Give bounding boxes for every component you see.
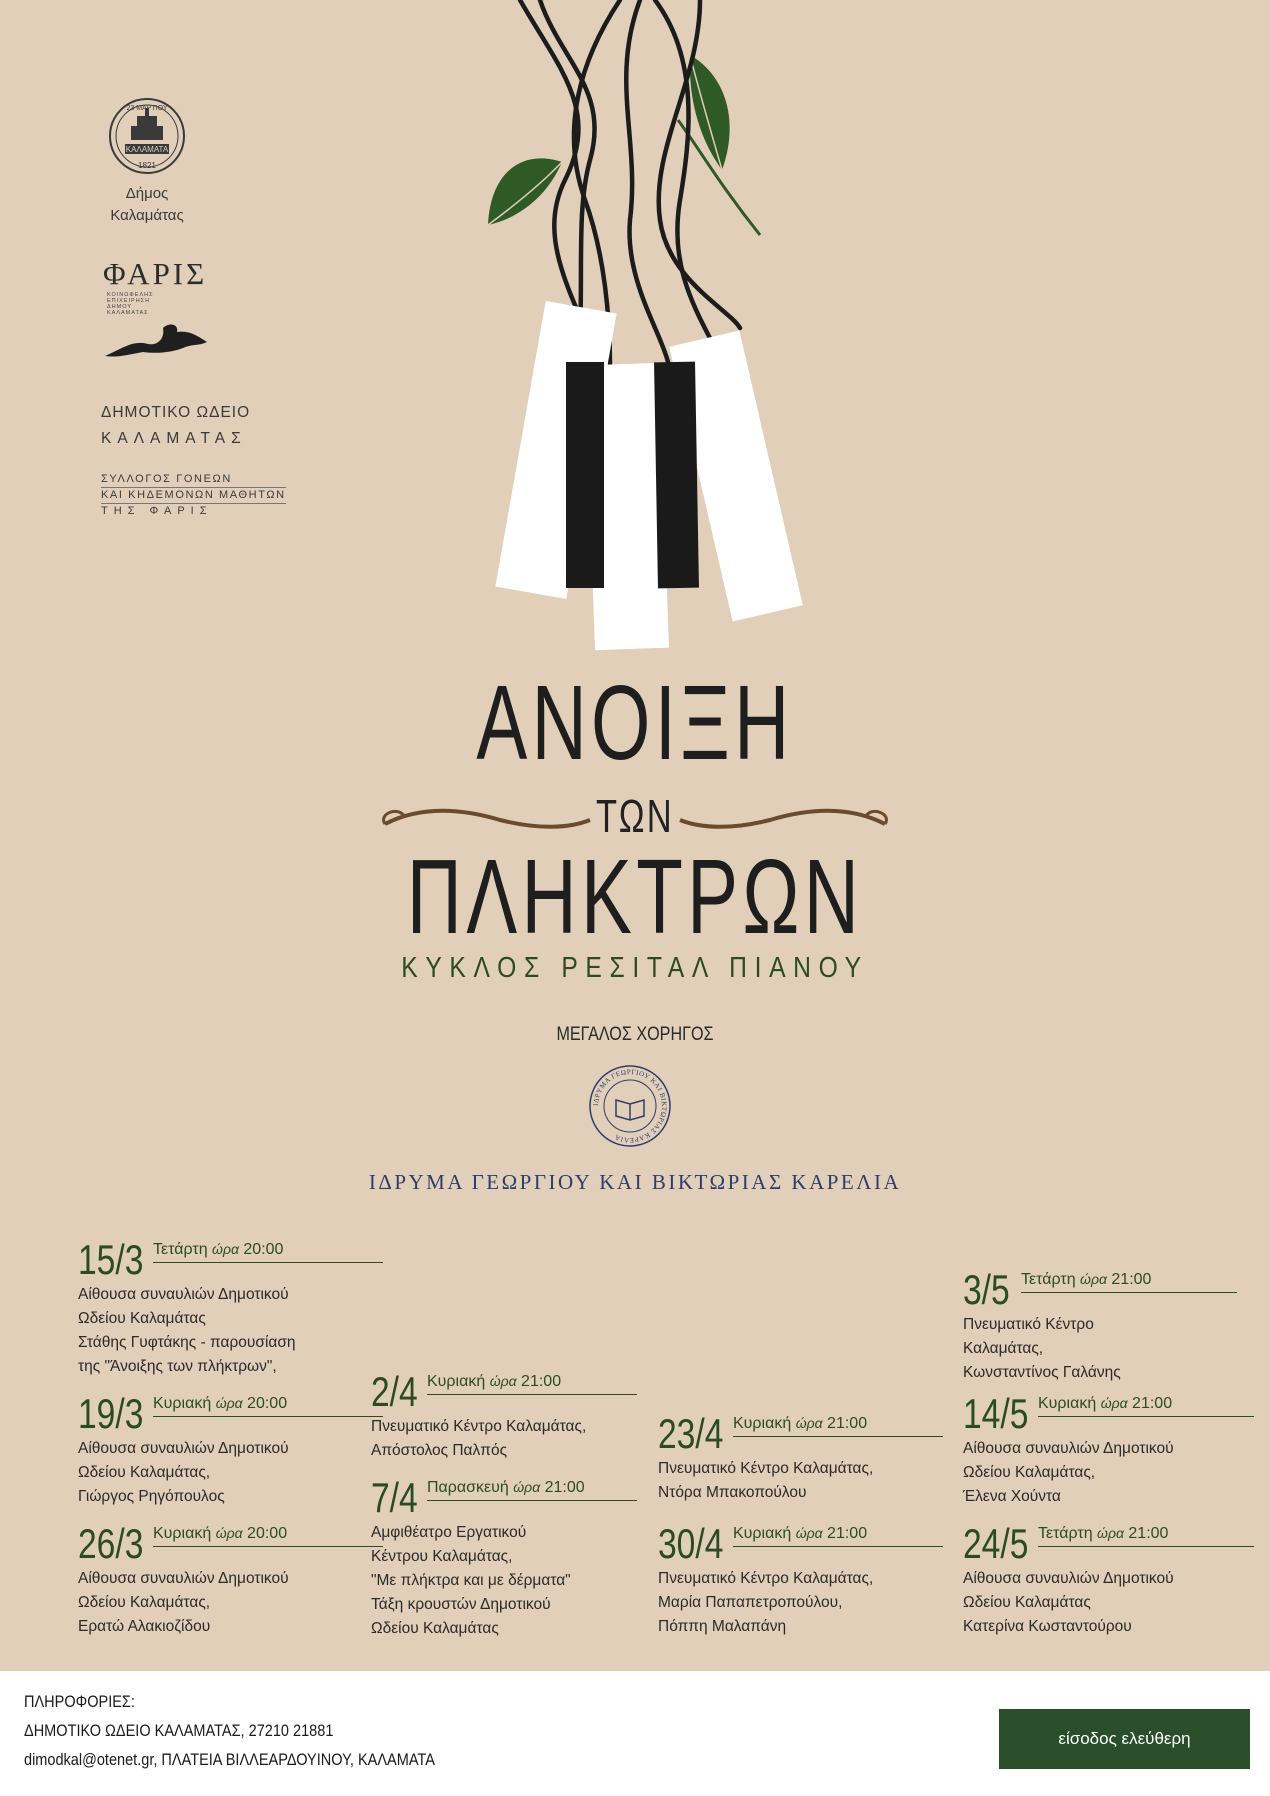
footer-line-3: dimodkal@otenet.gr, ΠΛΑΤΕΙΑ ΒΙΛΛΕΑΡΔΟΥΙΝΟΥ, ΚΑΛΑΜΑΤΑ <box>24 1751 435 1769</box>
event-description-line: Πνευματικό Κέντρο Καλαμάτας, <box>371 1418 587 1435</box>
black-key-2 <box>654 362 699 589</box>
faris-logo <box>103 256 213 365</box>
event-day-time <box>427 1479 637 1501</box>
faris-small-3: ΔΗΜΟΥ <box>107 304 132 310</box>
event-description-line: Αίθουσα συναυλιών Δημοτικού <box>78 1570 289 1587</box>
event-date: 15/3 <box>78 1236 144 1283</box>
leaf-left-icon <box>488 158 562 225</box>
dimos-seal-icon <box>107 96 187 176</box>
event-day: Κυριακή <box>733 1525 792 1542</box>
event-description-line: Απόστολος Παλπός <box>371 1442 508 1459</box>
event-description-line: Έλενα Χούντα <box>963 1488 1061 1505</box>
event-description-line: Κέντρου Καλαμάτας, <box>371 1548 513 1565</box>
event-description-line: Κωνσταντίνος Γαλάνης <box>963 1364 1121 1381</box>
event-description-line: Πνευματικό Κέντρο <box>963 1316 1094 1333</box>
event-description-line: Μαρία Παπαπετροπούλου, <box>658 1594 843 1611</box>
dimos-seal-line-1: 23 ΜΑΡΤΙΟΥ <box>126 105 168 112</box>
faris-figure-icon <box>103 320 213 360</box>
event-description <box>78 1567 289 1639</box>
event-date: 7/4 <box>371 1474 418 1521</box>
event-description <box>963 1567 1174 1639</box>
event-hour-word: ώρα <box>215 1395 243 1411</box>
odeio-line-2: ΚΑΛΑΜΑΤΑΣ <box>101 430 247 447</box>
title-line-1: ΑΝΟΙΞΗ <box>476 664 794 782</box>
event-hour-word: ώρα <box>795 1415 823 1431</box>
event-time: 21:00 <box>827 1525 868 1542</box>
event-description-line: Ωδείου Καλαμάτας <box>371 1620 499 1637</box>
event-day-time <box>733 1415 943 1437</box>
event-description-line: "Με πλήκτρα και με δέρματα" <box>371 1572 571 1589</box>
event-description-line: Ωδείου Καλαμάτας, <box>963 1464 1096 1481</box>
event-day: Τετάρτη <box>1021 1271 1076 1288</box>
syllogos-line-1: ΣΥΛΛΟΓΟΣ ΓΟΝΕΩΝ <box>101 473 232 485</box>
karelia-foundation-seal-icon <box>588 1064 672 1148</box>
event-day-time <box>153 1525 383 1547</box>
event-time: 21:00 <box>1128 1525 1169 1542</box>
foundation-name: ΙΔΡΥΜΑ ΓΕΩΡΓΙΟΥ ΚΑΙ ΒΙΚΤΩΡΙΑΣ ΚΑΡΕΛΙΑ <box>368 1170 902 1194</box>
faris-small-2: ΕΠΙΧΕΙΡΗΣΗ <box>107 298 151 304</box>
seal-text: ΙΔΡΥΜΑ ΓΕΩΡΓΙΟΥ ΚΑΙ ΒΙΚΤΩΡΙΑΣ ΚΑΡΕΛΙΑ <box>591 1067 669 1145</box>
event-day: Κυριακή <box>427 1373 486 1390</box>
event-time: 20:00 <box>247 1395 288 1412</box>
event-description-line: Ωδείου Καλαμάτας, <box>78 1464 211 1481</box>
event-description <box>963 1437 1174 1509</box>
event-hour-word: ώρα <box>489 1373 517 1389</box>
event-description-line: Αίθουσα συναυλιών Δημοτικού <box>78 1286 289 1303</box>
event-time: 21:00 <box>1132 1395 1173 1412</box>
event-day-time <box>153 1395 383 1417</box>
event-date: 2/4 <box>371 1368 418 1415</box>
event-description <box>658 1457 873 1505</box>
event-description-line: Γιώργος Ρηγόπουλος <box>78 1488 225 1505</box>
event-description <box>371 1521 571 1641</box>
event-day-time <box>1038 1395 1254 1417</box>
event-description <box>658 1567 873 1639</box>
event-time: 21:00 <box>544 1479 585 1496</box>
syllogos-goneon-logo <box>101 472 286 519</box>
event-description-line: Ωδείου Καλαμάτας <box>963 1594 1091 1611</box>
faris-small-4: ΚΑΛΑΜΑΤΑΣ <box>107 310 149 316</box>
event-description-line: Καλαμάτας, <box>963 1340 1044 1357</box>
event-time: 20:00 <box>247 1525 288 1542</box>
faris-small-1: ΚΟΙΝΩΦΕΛΗΣ <box>107 292 154 298</box>
event-description-line: Αίθουσα συναυλιών Δημοτικού <box>78 1440 289 1457</box>
event-description-line: Ντόρα Μπακοπούλου <box>658 1484 807 1501</box>
event-description-line: Πνευματικό Κέντρο Καλαμάτας, <box>658 1460 874 1477</box>
syllogos-line-3: ΤΗΣ ΦΑΡΙΣ <box>101 503 286 519</box>
piano-keys-illustration <box>460 0 880 660</box>
event-date: 26/3 <box>78 1520 144 1567</box>
event-description-line: Στάθης Γυφτάκης - παρουσίαση <box>78 1334 296 1351</box>
event-description <box>78 1283 296 1379</box>
event-hour-word: ώρα <box>513 1479 541 1495</box>
subtitle: ΚΥΚΛΟΣ ΡΕΣΙΤΑΛ ΠΙΑΝΟΥ <box>401 952 869 984</box>
event-time: 20:00 <box>243 1241 284 1258</box>
event-hour-word: ώρα <box>1100 1395 1128 1411</box>
event-date: 3/5 <box>963 1266 1010 1313</box>
dimos-caption-1: Δήμος <box>125 185 169 202</box>
event-day: Κυριακή <box>733 1415 792 1432</box>
odeio-line-1: ΔΗΜΟΤΙΚΟ ΩΔΕΙΟ <box>101 404 251 421</box>
event-time: 21:00 <box>1111 1271 1152 1288</box>
event-description <box>78 1437 289 1509</box>
event-time: 21:00 <box>827 1415 868 1432</box>
syllogos-line-2: ΚΑΙ ΚΗΔΕΜΟΝΩΝ ΜΑΘΗΤΩΝ <box>101 489 286 501</box>
footer <box>0 1671 1270 1796</box>
dimos-seal-line-3: 1821 <box>138 161 156 170</box>
event-day-time <box>1021 1271 1237 1293</box>
event-description-line: Αμφιθέατρο Εργατικού <box>371 1524 527 1541</box>
event-date: 14/5 <box>963 1390 1029 1437</box>
footer-info <box>24 1688 435 1775</box>
faris-word: ΦΑΡΙΣ <box>103 256 208 291</box>
title-flourish-row <box>0 786 1270 846</box>
event-day: Κυριακή <box>1038 1395 1097 1412</box>
event-day: Τετάρτη <box>1038 1525 1093 1542</box>
event-date: 23/4 <box>658 1410 724 1457</box>
footer-line-2: ΔΗΜΟΤΙΚΟ ΩΔΕΙΟ ΚΑΛΑΜΑΤΑΣ, 27210 21881 <box>24 1722 334 1740</box>
event-description-line: Αίθουσα συναυλιών Δημοτικού <box>963 1570 1174 1587</box>
event-description <box>371 1415 586 1463</box>
event-day: Παρασκευή <box>427 1479 509 1496</box>
event-day-time <box>1038 1525 1254 1547</box>
event-hour-word: ώρα <box>212 1241 239 1257</box>
event-description-line: Πόππη Μαλαπάνη <box>658 1618 787 1635</box>
dimos-seal-line-2: ΚΑΛΑΜΑΤΑ <box>125 145 169 154</box>
dimos-caption-2: Καλαμάτας <box>110 207 184 224</box>
event-description-line: Τάξη κρουστών Δημοτικού <box>371 1596 551 1613</box>
event-hour-word: ώρα <box>215 1525 243 1541</box>
event-time: 21:00 <box>521 1373 562 1390</box>
event-day-time <box>153 1241 383 1263</box>
title-block <box>0 664 1270 985</box>
event-day-time <box>427 1373 637 1395</box>
black-key-1 <box>566 362 604 588</box>
event-description-line: Ωδείου Καλαμάτας <box>78 1310 206 1327</box>
event-date: 24/5 <box>963 1520 1029 1567</box>
event-date: 30/4 <box>658 1520 724 1567</box>
dimotiko-odeio-logo <box>101 400 250 452</box>
title-line-3: ΠΛΗΚΤΡΩΝ <box>406 838 864 956</box>
event-description-line: Κατερίνα Κωσταντούρου <box>963 1618 1132 1635</box>
event-day: Τετάρτη <box>153 1241 208 1258</box>
event-description <box>963 1313 1121 1385</box>
leaf-right-icon <box>690 55 730 170</box>
event-date: 19/3 <box>78 1390 144 1437</box>
event-description-line: Ωδείου Καλαμάτας, <box>78 1594 211 1611</box>
event-hour-word: ώρα <box>795 1525 823 1541</box>
event-hour-word: ώρα <box>1080 1271 1107 1287</box>
event-day: Κυριακή <box>153 1525 212 1542</box>
free-entry-badge: είσοδος ελεύθερη <box>999 1709 1250 1769</box>
event-day-time <box>733 1525 943 1547</box>
title-line-2: ΤΩΝ <box>596 790 674 842</box>
event-description-line: Πνευματικό Κέντρο Καλαμάτας, <box>658 1570 874 1587</box>
event-description-line: Αίθουσα συναυλιών Δημοτικού <box>963 1440 1174 1457</box>
sponsor-label: ΜΕΓΑΛΟΣ ΧΟΡΗΓΟΣ <box>556 1024 714 1045</box>
footer-info-label: ΠΛΗΡΟΦΟΡΙΕΣ: <box>24 1693 135 1711</box>
event-day: Κυριακή <box>153 1395 212 1412</box>
event-description-line: της "Άνοιξης των πλήκτρων", <box>78 1358 277 1375</box>
event-description-line: Ερατώ Αλακιοζίδου <box>78 1618 211 1635</box>
dimos-kalamatas-logo <box>107 96 187 225</box>
event-hour-word: ώρα <box>1097 1525 1124 1541</box>
